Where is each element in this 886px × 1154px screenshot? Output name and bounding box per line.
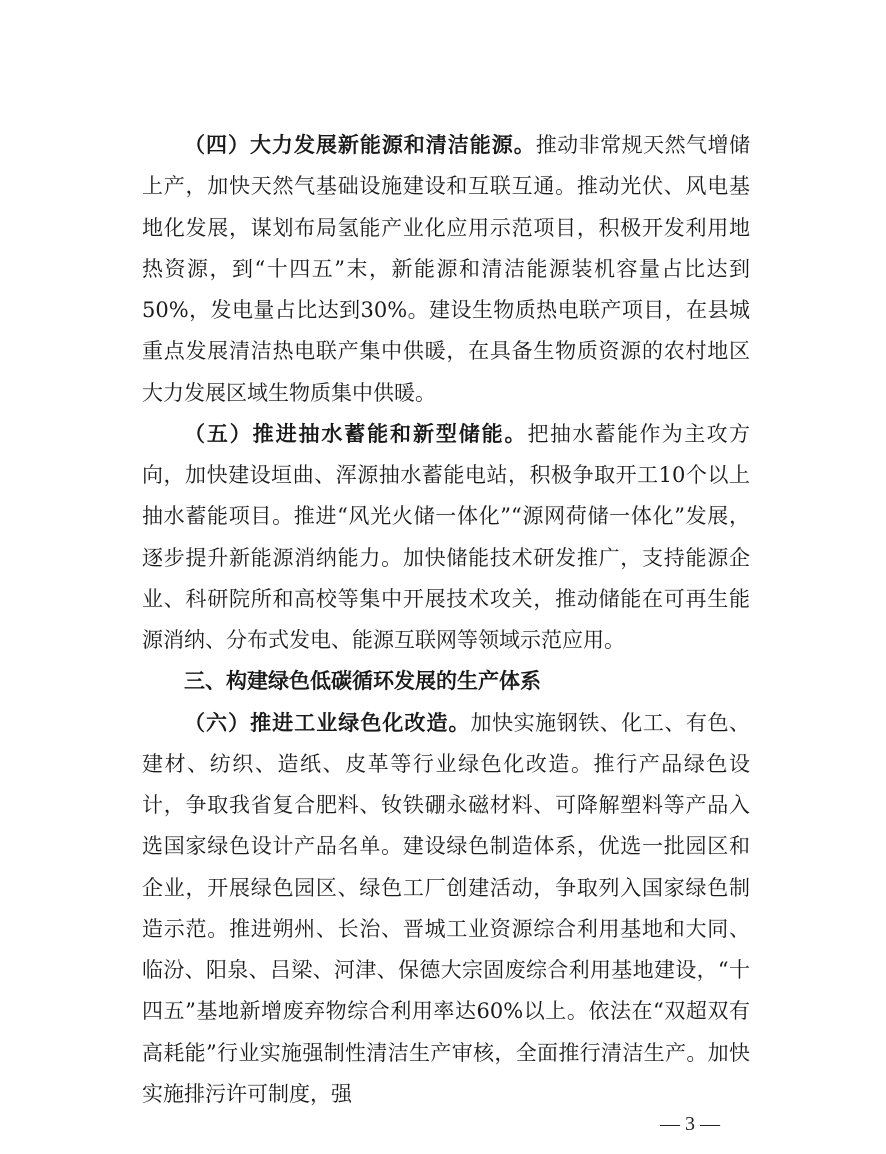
page-number: — 3 — — [660, 1113, 720, 1135]
paragraph-6-text: 加快实施钢铁、化工、有色、建材、纺织、造纸、皮革等行业绿色化改造。推行产品绿色设计，争取我省复合肥料、钕铁硼永磁材料、可降解塑料等产品入选国家绿色设计产品名单。建设绿色制造体系，优选一批园区和企业，开展绿色园区、绿色工厂创建活动，争取列入国家绿色制造示范。推进朔州、长治、晋城工业资源综合利用基地和大同、临汾、阳泉、吕梁、河津、保德大宗固废综合利用基地建设，“十四五”基地新增废弃物综合利用率达60%以上。依法在“双超双有高耗能”行业实施强制性清洁生产审核，全面推行清洁生产。加快实施排污许可制度，强 — [142, 710, 751, 1106]
paragraph-5 — [142, 414, 750, 662]
document-body — [142, 125, 750, 1115]
paragraph-5-text: 把抽水蓄能作为主攻方向，加快建设垣曲、浑源抽水蓄能电站，积极争取开工10个以上抽水蓄能项目。推进“风光火储一体化”“源网荷储一体化”发展，逐步提升新能源消纳能力。加快储能技术研发推广，支持能源企业、科研院所和高校等集中开展技术攻关，推动储能在可再生能源消纳、分布式发电、能源互联网等领域示范应用。 — [142, 421, 750, 652]
paragraph-4-text: 推动非常规天然气增储上产，加快天然气基础设施建设和互联互通。推动光伏、风电基地化发展，谋划布局氢能产业化应用示范项目，积极开发利用地热资源，到“十四五”末，新能源和清洁能源装机容量占比达到50%，发电量占比达到30%。建设生物质热电联产项目，在县城重点发展清洁热电联产集中供暖，在具备生物质资源的农村地区大力发展区域生物质集中供暖。 — [142, 133, 751, 405]
paragraph-6-heading: （六）推进工业绿色化改造。 — [184, 710, 471, 735]
paragraph-5-heading: （五）推进抽水蓄能和新型储能。 — [184, 421, 528, 446]
paragraph-4 — [142, 125, 750, 414]
section-title: 三、构建绿色低碳循环发展的生产体系 — [184, 669, 541, 694]
paragraph-4-heading: （四）大力发展新能源和清洁能源。 — [184, 133, 536, 157]
paragraph-6 — [142, 703, 750, 1116]
